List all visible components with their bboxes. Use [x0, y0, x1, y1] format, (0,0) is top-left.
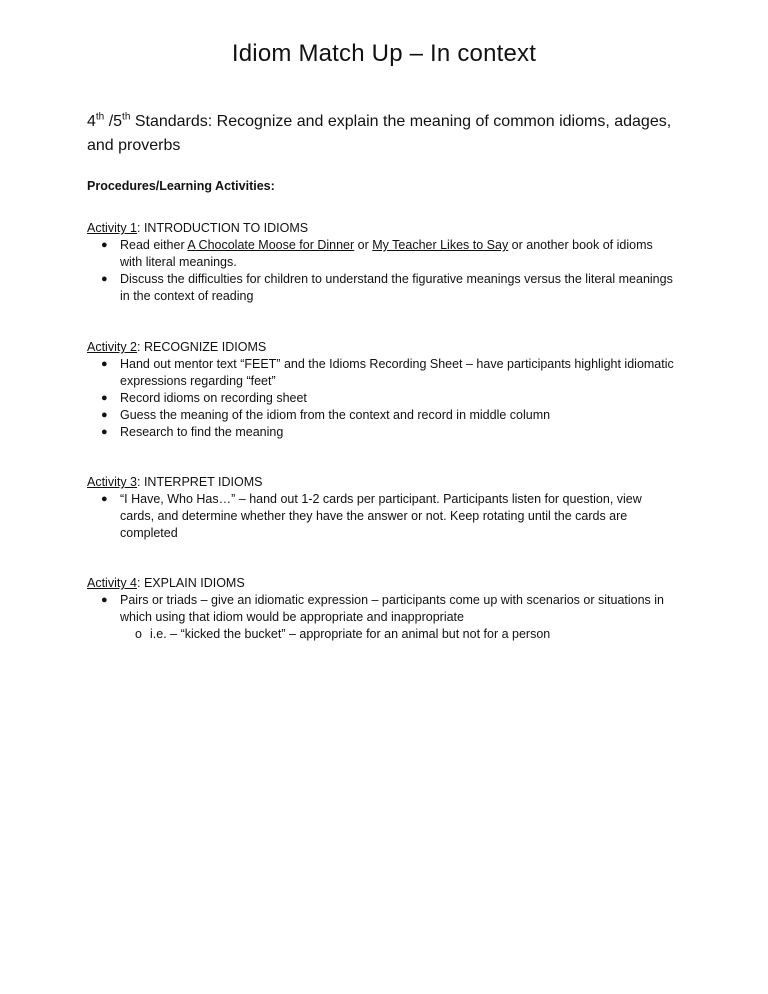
- activity-2-item-3-text: Guess the meaning of the idiom from the context and record in middle column: [120, 408, 551, 422]
- activity-1-section: [87, 220, 677, 305]
- activity-4-section: [87, 575, 677, 643]
- list-item: [87, 592, 677, 643]
- activity-4-item-1-text: Pairs or triads – give an idiomatic expression – participants come up with scenarios or situations in which using that idiom would be appropriate and inappropriate: [120, 593, 665, 624]
- list-item: [87, 237, 677, 271]
- activity-3-label: Activity 3: [87, 475, 138, 489]
- document-title: Idiom Match Up – In context: [231, 40, 537, 67]
- bullet-icon: ●: [101, 409, 108, 421]
- activity-4-list: [87, 592, 677, 643]
- activity-1-title: : INTRODUCTION TO IDIOMS: [137, 221, 309, 235]
- activity-4-title: : EXPLAIN IDIOMS: [137, 576, 245, 590]
- grade-separator: /5: [104, 113, 123, 130]
- activity-4-subitem-1-text: i.e. – “kicked the bucket” – appropriate for an animal but not for a person: [150, 627, 551, 641]
- activity-1-label: Activity 1: [87, 221, 138, 235]
- bullet-icon: ●: [101, 358, 108, 370]
- activity-2-item-2-text: Record idioms on recording sheet: [120, 391, 307, 405]
- activity-1-item-1-end: or another book of idioms with literal meanings.: [120, 238, 653, 269]
- standards-text: Standards: Recognize and explain the meaning of common idioms, adages, and proverbs: [87, 113, 672, 154]
- list-item: [87, 491, 677, 542]
- sub-list-item: [135, 626, 677, 643]
- activity-2-item-1-text: Hand out mentor text “FEET” and the Idioms Recording Sheet – have participants highlight idiomatic expressions regarding “feet”: [120, 357, 674, 388]
- activity-1-item-2-text: Discuss the difficulties for children to understand the figurative meanings versus the literal meanings in the context of reading: [120, 272, 673, 303]
- bullet-icon: ●: [101, 594, 108, 606]
- activity-3-title: : INTERPRET IDIOMS: [137, 475, 263, 489]
- activity-2-section: [87, 339, 677, 441]
- activity-2-title: : RECOGNIZE IDIOMS: [137, 340, 267, 354]
- list-item: [87, 407, 677, 424]
- list-item: [87, 356, 677, 390]
- activity-3-list: [87, 491, 677, 542]
- bullet-icon: ●: [101, 273, 108, 285]
- activity-2-heading: [87, 339, 677, 356]
- activity-1-item-1-text: Read either: [120, 238, 188, 252]
- activity-2-list: [87, 356, 677, 441]
- activity-3-item-1-text: “I Have, Who Has…” – hand out 1-2 cards per participant. Participants listen for question, view cards, and determine whether they have the answer or not. Keep rotating until the cards are completed: [120, 492, 642, 540]
- bullet-icon: ●: [101, 239, 108, 251]
- activity-2-item-4-text: Research to find the meaning: [120, 425, 284, 439]
- activity-3-heading: [87, 474, 677, 491]
- activity-4-label: Activity 4: [87, 576, 138, 590]
- grade-five-suffix: th: [122, 111, 131, 123]
- book-title-my-teacher: My Teacher Likes to Say: [372, 238, 509, 252]
- grade-four-suffix: th: [95, 111, 105, 123]
- activity-1-list: [87, 237, 677, 305]
- bullet-icon: ●: [101, 392, 108, 404]
- procedures-heading: Procedures/Learning Activities:: [87, 179, 275, 193]
- activity-1-heading: [87, 220, 677, 237]
- bullet-icon: ●: [101, 426, 108, 438]
- circle-bullet-icon: o: [135, 627, 142, 641]
- book-title-chocolate-moose: A Chocolate Moose for Dinner: [187, 238, 355, 252]
- activity-4-heading: [87, 575, 677, 592]
- list-item: [87, 390, 677, 407]
- standards-statement: [87, 110, 687, 158]
- bullet-icon: ●: [101, 493, 108, 505]
- activity-4-sublist: [120, 626, 677, 643]
- list-item: [87, 271, 677, 305]
- activity-1-item-1-or: or: [354, 238, 373, 252]
- list-item: [87, 424, 677, 441]
- activity-2-label: Activity 2: [87, 340, 138, 354]
- grade-four: 4: [87, 113, 96, 130]
- activity-3-section: [87, 474, 677, 542]
